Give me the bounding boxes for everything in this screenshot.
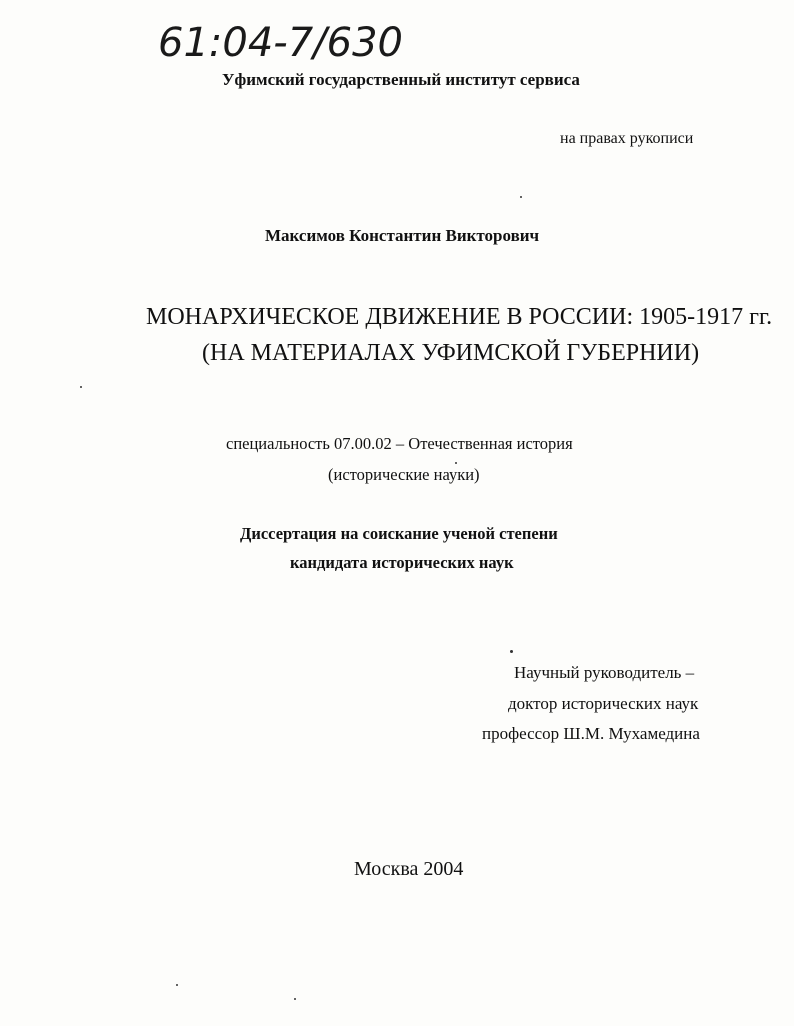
thesis-title-line-2: (НА МАТЕРИАЛАХ УФИМСКОЙ ГУБЕРНИИ) [202, 340, 700, 366]
supervisor-line-1: Научный руководитель – [514, 663, 695, 682]
scan-speck [294, 998, 296, 1000]
scan-speck [510, 650, 513, 653]
scan-speck [80, 386, 82, 388]
supervisor-line-2: доктор исторических наук [508, 694, 699, 713]
specialty-line-1: специальность 07.00.02 – Отечественная история [226, 434, 573, 453]
handwritten-code-drawing [148, 10, 438, 74]
scan-speck [176, 984, 178, 986]
supervisor-line-3: профессор Ш.М. Мухамедина [482, 724, 700, 743]
dissertation-line-2: кандидата исторических наук [290, 553, 514, 572]
scan-speck [520, 196, 522, 198]
place-and-year: Москва 2004 [354, 858, 464, 880]
rights-note: на правах рукописи [560, 130, 694, 147]
handwritten-archive-code [148, 10, 438, 74]
handwritten-code-text: 61:04-7/630 [158, 20, 403, 66]
author-name: Максимов Константин Викторович [265, 226, 540, 245]
thesis-title-line-1: МОНАРХИЧЕСКОЕ ДВИЖЕНИЕ В РОССИИ: 1905-1917 гг. [146, 304, 773, 330]
dissertation-line-1: Диссертация на соискание ученой степени [240, 524, 558, 543]
specialty-line-2: (исторические науки) [328, 465, 480, 484]
scan-speck [455, 462, 457, 464]
institute-name: Уфимский государственный институт сервиса [222, 70, 580, 89]
